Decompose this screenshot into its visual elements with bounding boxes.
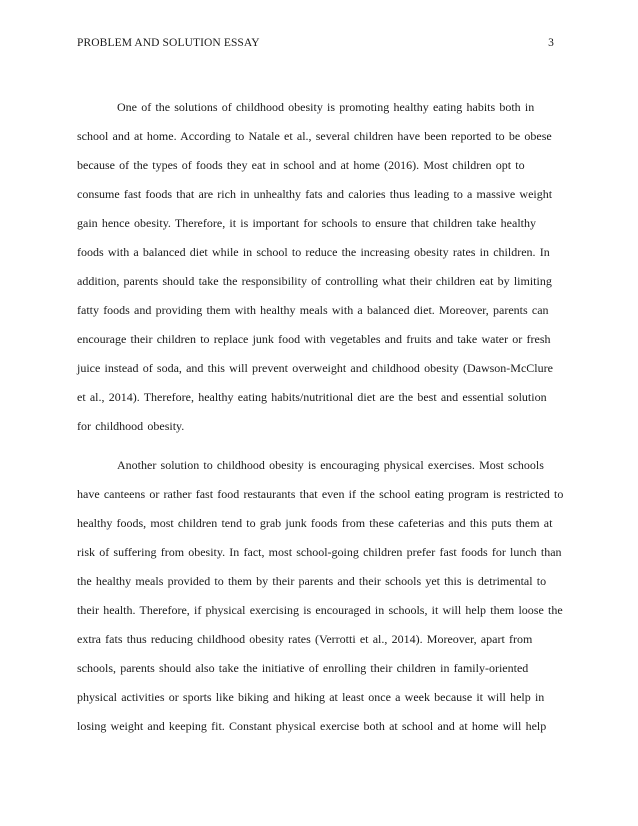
text-line: risk of suffering from obesity. In fact, most school-going children prefer fast foods for lunch than — [77, 545, 562, 559]
text-line: foods with a balanced diet while in school to reduce the increasing obesity rates in children. In — [77, 245, 550, 259]
text-line: fatty foods and providing them with healthy meals with a balanced diet. Moreover, parents can — [77, 303, 549, 317]
text-line: gain hence obesity. Therefore, it is important for schools to ensure that children take healthy — [77, 216, 536, 230]
text-line: One of the solutions of childhood obesity is promoting healthy eating habits both in — [117, 100, 535, 114]
text-line: their health. Therefore, if physical exercising is encouraged in schools, it will help them loose the — [77, 603, 563, 617]
running-head — [77, 37, 554, 55]
text-line: consume fast foods that are rich in unhealthy fats and calories thus leading to a massive weight — [77, 187, 553, 201]
text-line: the healthy meals provided to them by their parents and their schools yet this is detrimental to — [77, 574, 547, 588]
essay-body — [77, 98, 572, 746]
paragraph-healthy-eating — [77, 98, 572, 446]
paragraph-spacer — [77, 446, 572, 456]
text-line: for childhood obesity. — [77, 419, 185, 433]
text-line: because of the types of foods they eat in school and at home (2016). Most children opt to — [77, 158, 525, 172]
text-line: et al., 2014). Therefore, healthy eating habits/nutritional diet are the best and essential solution — [77, 390, 547, 404]
text-line: physical activities or sports like biking and hiking at least once a week because it will help in — [77, 690, 545, 704]
running-head-title: PROBLEM AND SOLUTION ESSAY — [77, 37, 260, 49]
text-line: schools, parents should also take the initiative of enrolling their children in family-oriented — [77, 661, 529, 675]
text-line: juice instead of soda, and this will prevent overweight and childhood obesity (Dawson-McClure — [77, 361, 553, 375]
text-line: Another solution to childhood obesity is encouraging physical exercises. Most schools — [117, 458, 544, 472]
text-line: losing weight and keeping fit. Constant physical exercise both at school and at home will help — [77, 719, 547, 733]
text-line: have canteens or rather fast food restaurants that even if the school eating program is restricted to — [77, 487, 564, 501]
text-line: school and at home. According to Natale et al., several children have been reported to be obese — [77, 129, 552, 143]
paragraph-physical-exercise — [77, 456, 572, 746]
text-line: extra fats thus reducing childhood obesity rates (Verrotti et al., 2014). Moreover, apart from — [77, 632, 533, 646]
page-number: 3 — [548, 37, 554, 49]
text-line: healthy foods, most children tend to grab junk foods from these cafeterias and this puts them at — [77, 516, 553, 530]
text-line: addition, parents should take the responsibility of controlling what their children eat by limiting — [77, 274, 552, 288]
text-line: encourage their children to replace junk food with vegetables and fruits and take water or fresh — [77, 332, 551, 346]
